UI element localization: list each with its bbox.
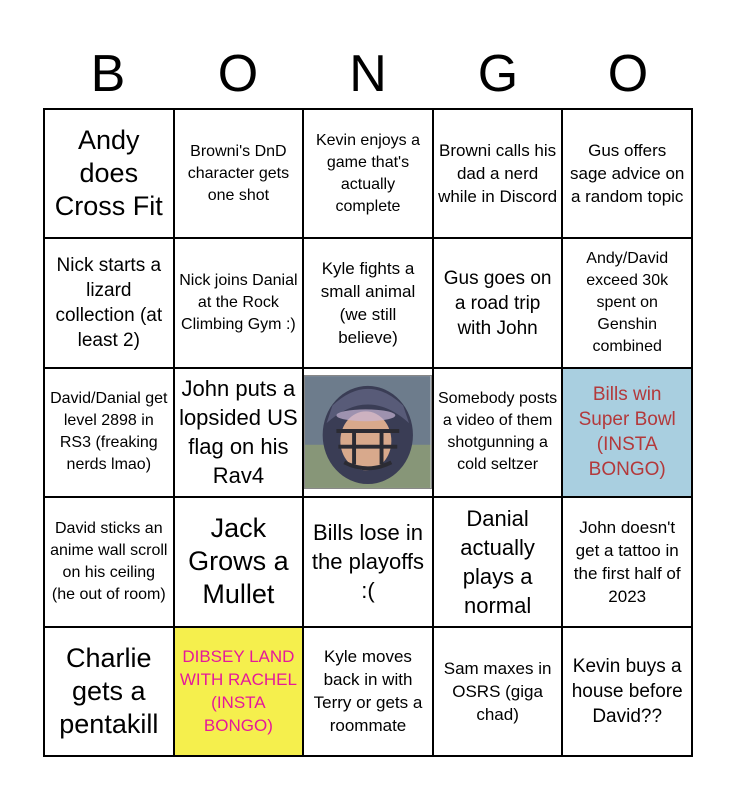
cell-text: Danial actually plays a normal <box>460 505 535 618</box>
bingo-cell[interactable] <box>44 497 174 626</box>
cell-text: Gus goes on a road trip with John <box>443 267 552 339</box>
cell-text: David/Danial get level 2898 in RS3 (freaking nerds lmao) <box>50 390 168 474</box>
bingo-cell[interactable] <box>433 627 563 756</box>
football-player-photo <box>304 375 432 489</box>
bingo-cell[interactable] <box>562 497 692 626</box>
cell-text: Bills lose in the playoffs :( <box>311 520 425 604</box>
cell-text: Sam maxes in OSRS (giga chad) <box>443 658 552 724</box>
cell-text: DIBSEY LAND WITH RACHEL (INSTA BONGO) <box>179 647 297 736</box>
bingo-cell[interactable] <box>303 627 433 756</box>
bingo-cell[interactable] <box>44 238 174 367</box>
bingo-board <box>43 108 693 757</box>
bingo-cell[interactable] <box>44 368 174 497</box>
cell-text: Browni's DnD character gets one shot <box>187 142 290 204</box>
bingo-cell-blue[interactable] <box>562 368 692 497</box>
bingo-cell[interactable] <box>562 109 692 238</box>
cell-text: Jack Grows a Mullet <box>188 513 289 610</box>
cell-text: Kyle fights a small animal (we still believe) <box>320 259 416 348</box>
bingo-cell-yellow[interactable] <box>174 627 304 756</box>
bingo-cell[interactable] <box>44 109 174 238</box>
cell-text: Nick joins Danial at the Rock Climbing Gym :) <box>179 272 298 334</box>
free-space-cell[interactable] <box>303 368 433 497</box>
cell-text: Gus offers sage advice on a random topic <box>570 141 685 207</box>
cell-text: John puts a lopsided US flag on his Rav4 <box>179 376 298 489</box>
bingo-cell[interactable] <box>433 497 563 626</box>
cell-text: David sticks an anime wall scroll on his ceiling (he out of room) <box>50 519 168 603</box>
bingo-cell[interactable] <box>562 238 692 367</box>
cell-text: Andy does Cross Fit <box>54 125 163 222</box>
cell-text: Somebody posts a video of them shotgunning a cold seltzer <box>438 390 558 474</box>
cell-text: Nick starts a lizard collection (at least 2) <box>55 255 163 352</box>
cell-text: Kevin enjoys a game that's actually complete <box>315 131 421 215</box>
bingo-cell[interactable] <box>433 238 563 367</box>
bingo-cell[interactable] <box>174 238 304 367</box>
cell-text: Andy/David exceed 30k spent on Genshin combined <box>586 250 669 356</box>
header-letter-n: N <box>349 45 387 103</box>
bingo-cell[interactable] <box>303 238 433 367</box>
bongo-header <box>43 40 693 108</box>
cell-text: Kyle moves back in with Terry or gets a roommate <box>313 647 423 736</box>
header-letter-o: O <box>217 45 259 103</box>
bingo-cell[interactable] <box>174 368 304 497</box>
header-letter-b: B <box>90 45 126 103</box>
bingo-cell[interactable] <box>433 368 563 497</box>
cell-text: Charlie gets a pentakill <box>59 642 159 739</box>
cell-text: John doesn't get a tattoo in the first half of 2023 <box>573 517 681 606</box>
bingo-cell[interactable] <box>303 109 433 238</box>
bingo-cell[interactable] <box>174 497 304 626</box>
cell-text: Browni calls his dad a nerd while in Discord <box>438 141 558 207</box>
header-letter-o2: O <box>607 45 649 103</box>
cell-text: Bills win Super Bowl (INSTA BONGO) <box>578 384 676 481</box>
cell-text: Kevin buys a house before David?? <box>571 655 683 727</box>
bingo-cell[interactable] <box>44 627 174 756</box>
header-letter-g: G <box>477 45 519 103</box>
bingo-cell[interactable] <box>433 109 563 238</box>
bingo-cell[interactable] <box>562 627 692 756</box>
bingo-cell[interactable] <box>174 109 304 238</box>
bingo-cell[interactable] <box>303 497 433 626</box>
